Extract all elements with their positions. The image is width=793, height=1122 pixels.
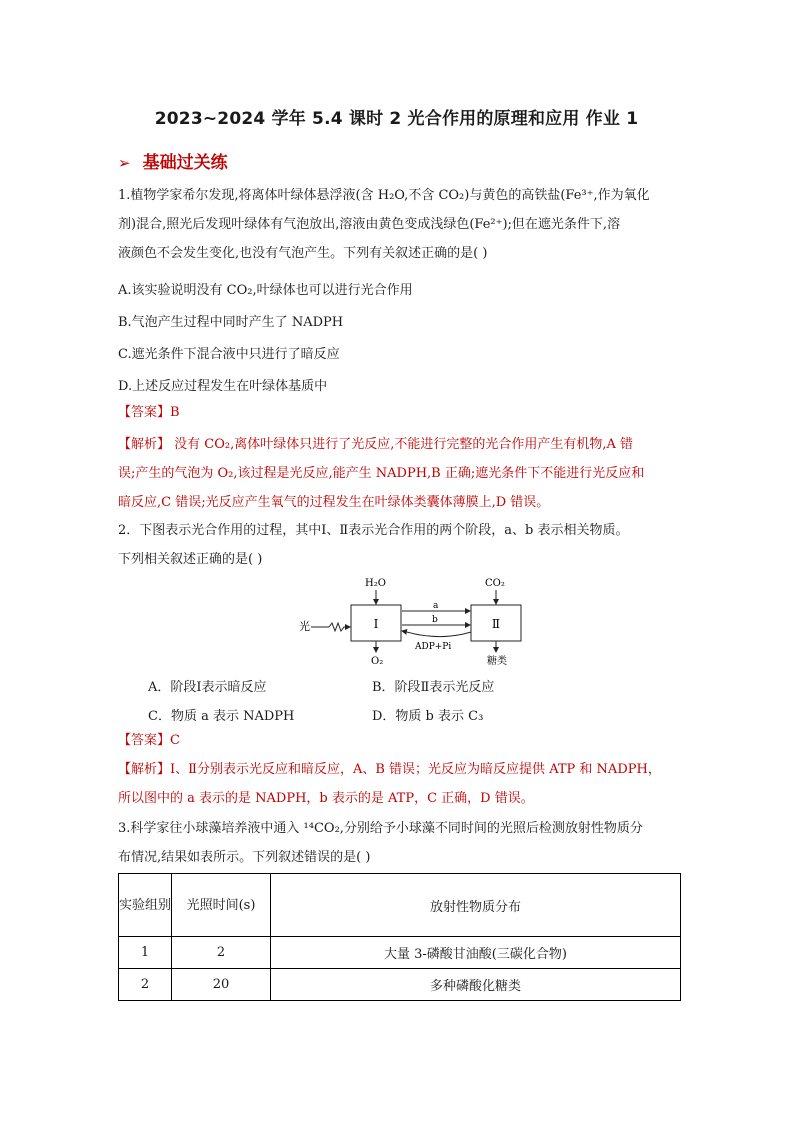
- answer-value: B: [170, 405, 180, 420]
- table-cell: 2: [172, 937, 271, 969]
- table-cell: 大量 3-磷酸甘油酸(三碳化合物): [271, 937, 681, 969]
- a-label: a: [433, 601, 439, 611]
- diagram-svg: [295, 572, 535, 667]
- question-2-answer: [118, 726, 678, 755]
- stage-1-label: Ⅰ: [373, 617, 379, 631]
- question-1-answer: [118, 398, 678, 427]
- table-row: [119, 937, 681, 969]
- co2-label: CO₂: [485, 578, 505, 589]
- stem-line: 布情况,结果如表所示。下列叙述错误的是( ): [118, 850, 371, 865]
- page-title: 2023~2024 学年 5.4 课时 2 光合作用的原理和应用 作业 1: [154, 109, 639, 129]
- answer-value: C: [170, 733, 180, 748]
- arrow-bullet-icon: ➢: [118, 154, 131, 172]
- table-cell: 20: [172, 969, 271, 1001]
- o2-label: O₂: [371, 656, 384, 667]
- adp-return-arrow: [402, 631, 471, 637]
- analysis-line: 所以图中的 a 表示的是 NADPH，b 表示的是 ATP，C 正确，D 错误。: [118, 791, 534, 806]
- stage-2-label: Ⅱ: [491, 617, 501, 631]
- table-row: [119, 969, 681, 1001]
- table-cell: 多种磷酸化糖类: [271, 969, 681, 1001]
- results-table: [118, 873, 681, 1001]
- question-2-stem: [118, 516, 678, 574]
- stem-line: 剂)混合,照光后发现叶绿体有气泡放出,溶液由黄色变成浅绿色(Fe²⁺);但在遮光条件下,溶: [118, 217, 621, 232]
- analysis-line: Ⅰ、Ⅱ分别表示光反应和暗反应，A、B 错误；光反应为暗反应提供 ATP 和 NADPH，: [170, 762, 661, 777]
- sugar-label: 糖类: [487, 656, 507, 667]
- stem-line: 液颜色不会发生变化,也没有气泡产生。下列有关叙述正确的是( ): [118, 246, 488, 261]
- h2o-label: H₂O: [365, 578, 386, 589]
- header-cell: 放射性物质分布: [271, 874, 681, 937]
- header-cell: 实验组别: [119, 874, 172, 937]
- stem-line: 1.植物学家希尔发现,将离体叶绿体悬浮液(含 H₂O,不含 CO₂)与黄色的高铁盐(Fe³⁺,作为氧化: [118, 188, 650, 203]
- analysis-tag: 【解析】: [118, 762, 171, 777]
- table-cell: 2: [119, 969, 172, 1001]
- table-header-row: [119, 874, 681, 937]
- question-1-stem: [118, 181, 678, 268]
- question-3-stem: [118, 814, 678, 872]
- stem-line: 2．下图表示光合作用的过程，其中Ⅰ、Ⅱ表示光合作用的两个阶段，a、b 表示相关物质。: [118, 523, 629, 538]
- section-label: 基础过关练: [142, 153, 228, 173]
- option-b: B．阶段Ⅱ表示光反应: [372, 680, 495, 695]
- analysis-line: 误;产生的气泡为 O₂,该过程是光反应,能产生 NADPH,B 正确;遮光条件下不能进行光反应和: [118, 466, 645, 481]
- question-1-options: [118, 276, 678, 401]
- stem-line: 下列相关叙述正确的是( ): [118, 552, 263, 567]
- option-d: D.上述反应过程发生在叶绿体基质中: [118, 379, 328, 394]
- light-wave-icon: [329, 623, 350, 631]
- answer-tag: 【答案】: [118, 405, 171, 420]
- analysis-tag: 【解析】: [118, 437, 171, 452]
- analysis-line: 暗反应,C 错误;光反应产生氧气的过程发生在叶绿体类囊体薄膜上,D 错误。: [118, 495, 550, 510]
- option-a: A．阶段Ⅰ表示暗反应: [148, 680, 267, 695]
- option-c: C．物质 a 表示 NADPH: [148, 709, 295, 724]
- light-label: 光: [299, 620, 310, 633]
- question-2-analysis: [118, 755, 678, 813]
- b-label: b: [432, 615, 438, 625]
- analysis-line: 没有 CO₂,离体叶绿体只进行了光反应,不能进行完整的光合作用产生有机物,A 错: [170, 437, 634, 452]
- option-c: C.遮光条件下混合液中只进行了暗反应: [118, 347, 340, 362]
- option-b: B.气泡产生过程中同时产生了 NADPH: [118, 315, 344, 330]
- header-cell: 光照时间(s): [172, 874, 271, 937]
- adp-label: ADP+Pi: [415, 642, 452, 652]
- photosynthesis-diagram: [295, 572, 535, 671]
- question-1-analysis: [118, 430, 678, 517]
- answer-tag: 【答案】: [118, 733, 171, 748]
- option-a: A.该实验说明没有 CO₂,叶绿体也可以进行光合作用: [118, 283, 413, 298]
- option-d: D．物质 b 表示 C₃: [372, 709, 484, 724]
- table-cell: 1: [119, 937, 172, 969]
- section-heading: [118, 148, 228, 173]
- stem-line: 3.科学家往小球藻培养液中通入 ¹⁴CO₂,分别给予小球藻不同时间的光照后检测放射性物质分: [118, 821, 643, 836]
